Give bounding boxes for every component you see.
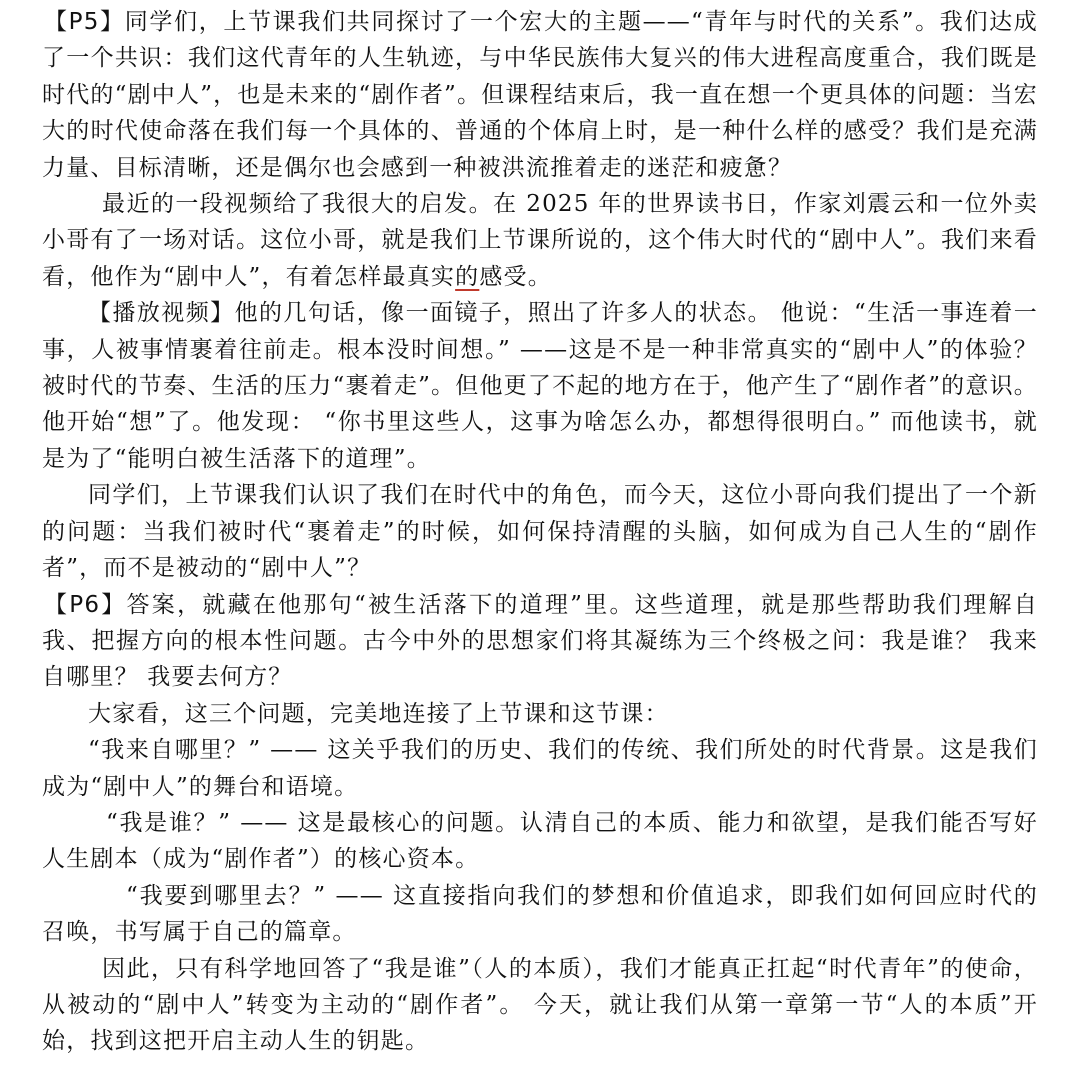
- paragraph-text: 答案，就藏在他那句“被生活落下的道理”里。这些道理，就是那些帮助我们理解自我、把握方向的根本性问题。古今中外的思想家们将其凝练为三个终极之问：我是谁？ 我来自哪里？ 我要去何方？: [42, 591, 1039, 691]
- paragraph-who-am-i: [42, 805, 1038, 878]
- document-body: [42, 4, 1038, 1060]
- paragraph-text: 同学们，上节课我们认识了我们在时代中的角色，而今天，这位小哥向我们提出了一个新的问题：当我们被时代“裹着走”的时候，如何保持清醒的头脑，如何成为自己人生的“剧作者”，而不是被动的“剧中人”？: [42, 482, 1038, 582]
- paragraph-text: 大家看，这三个问题，完美地连接了上节课和这节课：: [88, 700, 669, 727]
- paragraph-p6: [42, 587, 1038, 696]
- paragraph-text: “我是谁？” —— 这是最核心的问题。认清自己的本质、能力和欲望，是我们能否写好人生剧本（成为“剧作者”）的核心资本。: [42, 809, 1038, 873]
- paragraph-text: 最近的一段视频给了我很大的启发。在 2025 年的世界读书日，作家刘震云和一位外卖小哥有了一场对话。这位小哥，就是我们上节课所说的，这个伟大时代的“剧中人”。我们来看看，他作为“剧中人”，有着怎样最真实: [42, 191, 1038, 290]
- play-video-tag: 【播放视频】: [88, 300, 235, 327]
- paragraph-play-video: [42, 295, 1038, 477]
- paragraph-video-intro: [42, 186, 1038, 295]
- spellcheck-underline: 的: [455, 263, 480, 290]
- paragraph-text: 同学们，上节课我们共同探讨了一个宏大的主题——“青年与时代的关系”。我们达成了一个共识：我们这代青年的人生轨迹，与中华民族伟大复兴的伟大进程高度重合，我们既是时代的“剧中人”，也是未来的“剧作者”。但课程结束后，我一直在想一个更具体的问题：当宏大的时代使命落在我们每一个具体的、普通的个体肩上时，是一种什么样的感受？我们是充满力量、目标清晰，还是偶尔也会感到一种被洪流推着走的迷茫和疲惫？: [42, 9, 1038, 181]
- paragraph-new-question: [42, 477, 1038, 586]
- paragraph-text: 因此，只有科学地回答了“我是谁”（人的本质），我们才能真正扛起“时代青年”的使命，从被动的“剧中人”转变为主动的“剧作者”。 今天，就让我们从第一章第一节“人的本质”开始，找到这把开启主动人生的钥匙。: [42, 955, 1038, 1055]
- paragraph-three-questions: [42, 696, 1038, 732]
- paragraph-conclusion: [42, 951, 1038, 1060]
- paragraph-where-from: [42, 732, 1038, 805]
- paragraph-text: 他的几句话，像一面镜子，照出了许多人的状态。 他说：“生活一事连着一事，人被事情裹着往前走。根本没时间想。” ——这是不是一种非常真实的“剧中人”的体验？被时代的节奏、生活的压力“裹着走”。但他更了不起的地方在于，他产生了“剧作者”的意识。他开始“想”了。他发现： “你书里这些人，这事为啥怎么办，都想得很明白。” 而他读书，就是为了“能明白被生活落下的道理”。: [42, 300, 1038, 472]
- paragraph-text: 感受。: [479, 263, 552, 290]
- paragraph-text: “我来自哪里？” —— 这关乎我们的历史、我们的传统、我们所处的时代背景。这是我们成为“剧中人”的舞台和语境。: [42, 737, 1038, 800]
- slide-tag-p5: 【P5】: [44, 9, 125, 35]
- paragraph-where-to: [42, 878, 1038, 951]
- paragraph-text: “我要到哪里去？” —— 这直接指向我们的梦想和价值追求，即我们如何回应时代的召唤，书写属于自己的篇章。: [42, 882, 1038, 946]
- paragraph-p5: [42, 4, 1038, 186]
- slide-tag-p6: 【P6】: [44, 591, 127, 618]
